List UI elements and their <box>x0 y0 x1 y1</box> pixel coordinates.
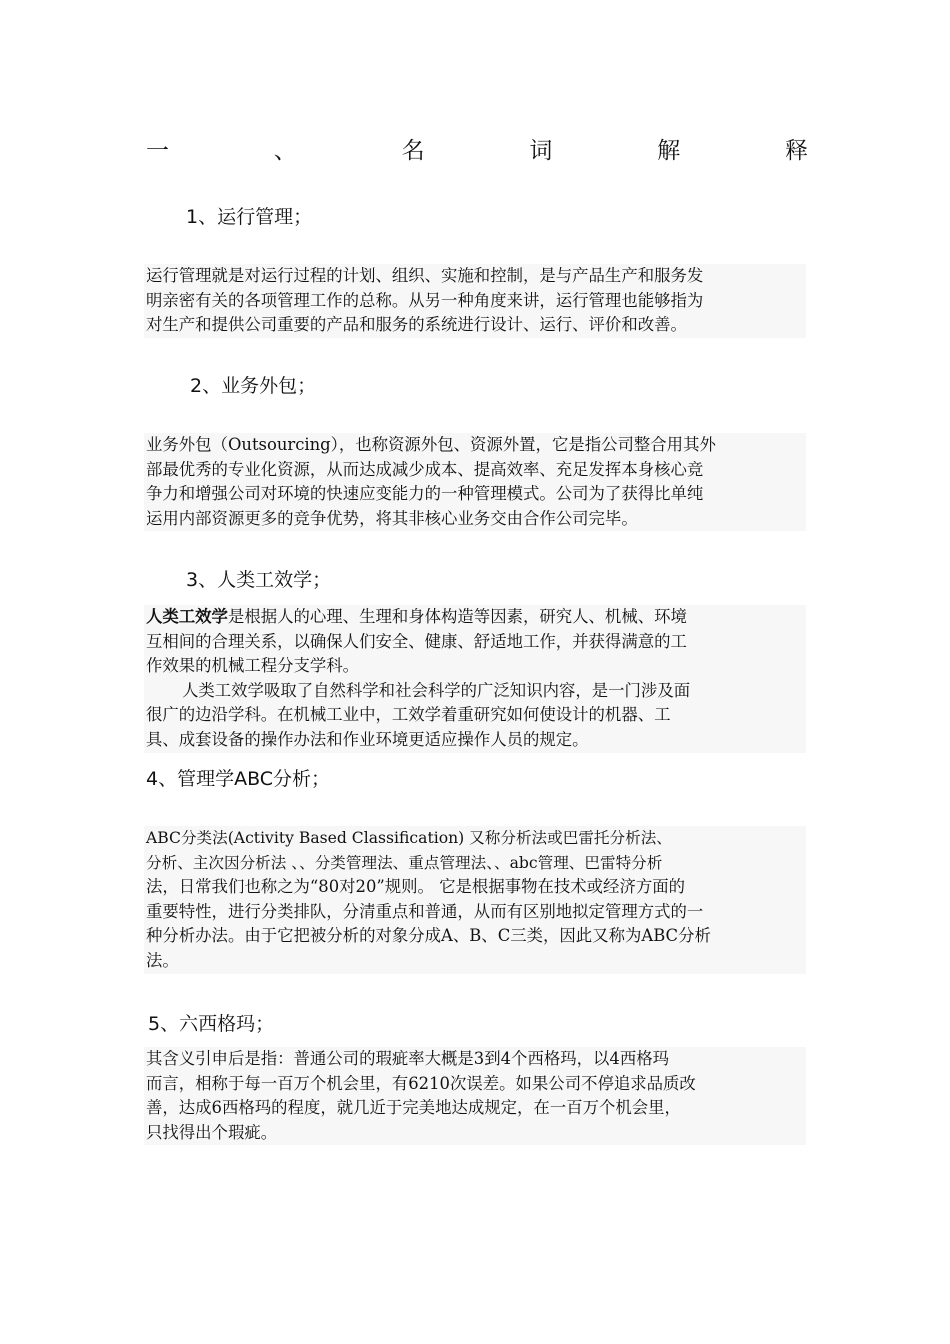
title-char: 解 <box>657 138 681 164</box>
section-heading-3: 3、人类工效学； <box>186 569 332 591</box>
section-heading-5: 5、六西格玛； <box>148 1013 275 1035</box>
body-line: 只找得出个瑕疵。 <box>146 1122 278 1142</box>
body-line: 运用内部资源更多的竞争优势，将其非核心业务交由合作公司完毕。 <box>146 508 638 528</box>
title-char: 释 <box>784 138 808 164</box>
section-body-3 <box>144 605 806 753</box>
title-char: 词 <box>529 138 553 164</box>
body-line: ABC分类法(Activity Based Classification) 又称分析法或巴雷托分析法、 <box>146 829 672 847</box>
body-line: 其含义引申后是指：普通公司的瑕疵率大概是3到4个西格玛，以4西格玛 <box>146 1049 670 1068</box>
body-line: 互相间的合理关系，以确保人们安全、健康、舒适地工作，并获得满意的工 <box>146 631 687 651</box>
body-line: 种分析办法。由于它把被分析的对象分成A、B、C三类，因此又称为ABC分析 <box>146 926 711 945</box>
page-title <box>146 136 808 166</box>
body-line: 业务外包（Outsourcing），也称资源外包、资源外置，它是指公司整合用其外 <box>146 435 716 454</box>
title-char: 一 <box>146 138 169 164</box>
body-line <box>144 605 806 630</box>
section-body-4 <box>144 826 806 974</box>
body-line: 分析、主次因分析法 、、分类管理法、重点管理法、、abc管理、巴雷特分析 <box>146 853 663 872</box>
body-line: 善，达成6西格玛的程度，就几近于完美地达成规定，在一百万个机会里， <box>146 1098 681 1117</box>
body-line-rest: 是根据人的心理、生理和身体构造等因素，研究人、机械、环境 <box>227 607 687 626</box>
section-body-2 <box>144 433 806 531</box>
section-heading-4: 4、管理学ABC分析； <box>146 768 331 790</box>
body-line: 明亲密有关的各项管理工作的总称。从另一种角度来讲，运行管理也能够指为 <box>146 290 704 310</box>
body-line: 具、成套设备的操作办法和作业环境更适应操作人员的规定。 <box>146 729 589 749</box>
title-char: 名 <box>401 138 425 164</box>
section-body-5 <box>144 1047 806 1145</box>
body-line: 部最优秀的专业化资源，从而达成减少成本、提高效率、充足发挥本身核心竞 <box>146 459 704 479</box>
title-char: 、 <box>273 138 297 164</box>
section-heading-1: 1、运行管理； <box>186 206 313 228</box>
section-body-1 <box>144 264 806 338</box>
body-line: 对生产和提供公司重要的产品和服务的系统进行设计、运行、评价和改善。 <box>146 315 687 334</box>
body-line: 很广的边沿学科。在机械工业中，工效学着重研究如何使设计的机器、工 <box>146 705 671 724</box>
body-line: 争力和增强公司对环境的快速应变能力的一种管理模式。公司为了获得比单纯 <box>146 484 704 503</box>
body-line: 运行管理就是对运行过程的计划、组织、实施和控制，是与产品生产和服务发 <box>146 266 704 285</box>
term-highlight: 人类工效学 <box>146 607 228 626</box>
body-line: 重要特性，进行分类排队，分清重点和普通，从而有区别地拟定管理方式的一 <box>146 901 704 921</box>
body-line: 人类工效学吸取了自然科学和社会科学的广泛知识内容，是一门涉及面 <box>182 680 691 700</box>
body-line: 作效果的机械工程分支学科。 <box>146 656 360 675</box>
section-heading-2: 2、业务外包； <box>190 375 317 397</box>
body-line: 法，日常我们也称之为“80对20”规则。 它是根据事物在技术或经济方面的 <box>146 877 686 896</box>
body-line: 而言，相称于每一百万个机会里，有6210次误差。如果公司不停追求品质改 <box>146 1073 696 1093</box>
body-line: 法。 <box>146 950 179 970</box>
